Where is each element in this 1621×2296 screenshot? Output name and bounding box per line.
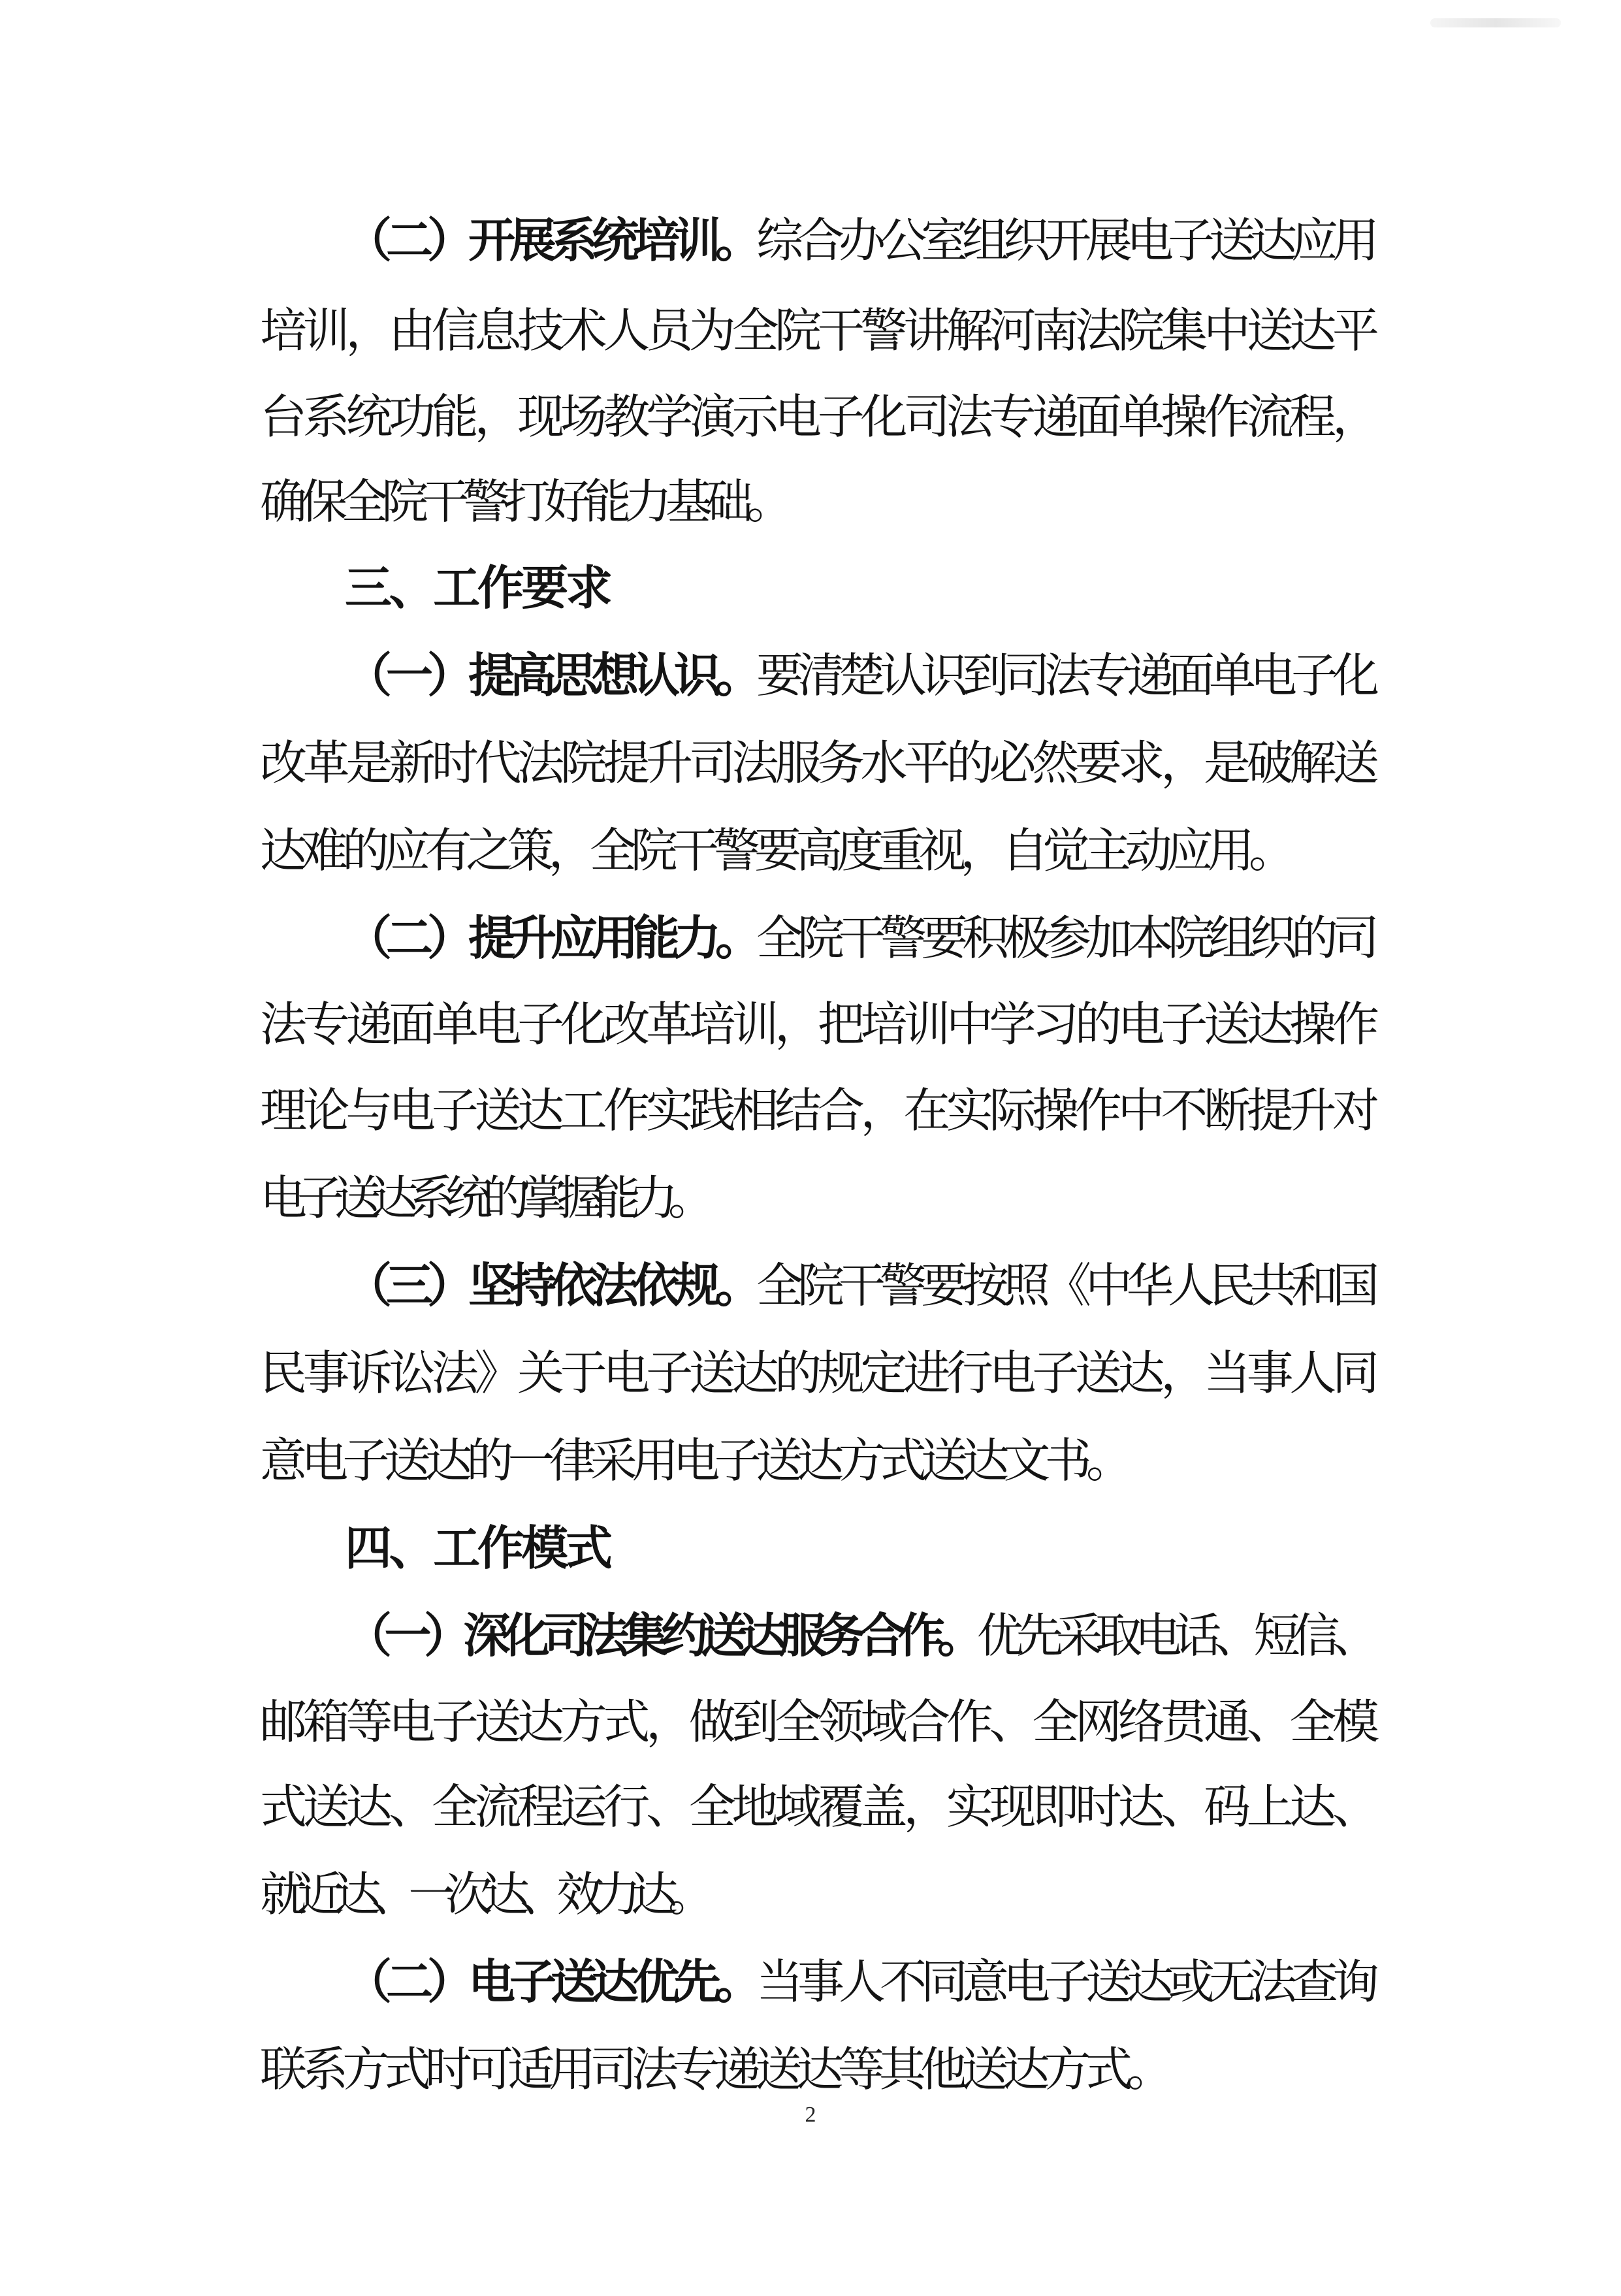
paragraph-line <box>0 1159 1621 1237</box>
line-text: 优先采取电话、短信、 <box>976 1608 1372 1663</box>
line-text: 联系方式时可适用司法专递送达等其他送达方式。 <box>260 2042 1168 2097</box>
paragraph-line <box>0 2030 1621 2109</box>
paragraph-line <box>0 1683 1621 1761</box>
paragraph-line <box>0 1421 1621 1500</box>
line-text: 式送达、全流程运行、全地域覆盖，实现即时达、码上达、 <box>260 1779 1375 1834</box>
line-text: 改革是新时代法院提升司法服务水平的必然要求，是破解送 <box>260 736 1375 790</box>
paragraph-line <box>0 1768 1621 1846</box>
line-text: 就近达、一次达、效力达。 <box>260 1867 705 1922</box>
paragraph-line <box>0 1943 1621 2021</box>
paragraph-lead: （二）提升应用能力。 <box>345 910 756 965</box>
paragraph-line <box>0 985 1621 1063</box>
heading-text: 三、工作要求 <box>345 560 610 615</box>
line-text: 培训，由信息技术人员为全院干警讲解河南法院集中送达平 <box>260 303 1375 358</box>
paragraph-line <box>0 1334 1621 1412</box>
page-number: 2 <box>805 2103 816 2127</box>
paragraph-line <box>0 636 1621 715</box>
paragraph-line <box>0 1246 1621 1325</box>
line-text: 台系统功能，现场教学演示电子化司法专递面单操作流程， <box>260 389 1375 444</box>
line-text: 民事诉讼法》关于电子送达的规定进行电子送达，当事人同 <box>260 1346 1375 1400</box>
line-text: 全院干警要按照《中华人民共和国 <box>756 1258 1373 1313</box>
line-text: 综合办公室组织开展电子送达应用 <box>756 213 1373 268</box>
line-text: 确保全院干警打好能力基础。 <box>260 474 788 529</box>
section-heading <box>0 1509 1621 1587</box>
line-text: 意电子送达的一律采用电子送达方式送达文书。 <box>260 1433 1128 1488</box>
paragraph-lead: （三）坚持依法依规。 <box>345 1257 756 1313</box>
line-text: 法专递面单电子化改革培训，把培训中学习的电子送达操作 <box>260 997 1375 1052</box>
paragraph-line <box>0 201 1621 280</box>
paragraph-lead: （二）开展系统培训。 <box>345 212 756 268</box>
section-heading <box>0 549 1621 627</box>
line-text: 达难的应有之策，全院干警要高度重视，自觉主动应用。 <box>260 823 1291 878</box>
paragraph-lead: （一）提高思想认识。 <box>345 647 756 703</box>
line-text: 理论与电子送达工作实践相结合，在实际操作中不断提升对 <box>260 1083 1375 1138</box>
paragraph-line <box>0 462 1621 541</box>
paragraph-lead: （一）深化司法集约送达服务合作。 <box>345 1608 977 1663</box>
line-text: 邮箱等电子送达方式，做到全领域合作、全网络贯通、全模 <box>260 1694 1375 1749</box>
line-text: 全院干警要积极参加本院组织的司 <box>756 911 1373 965</box>
paragraph-line <box>0 1855 1621 1933</box>
line-text: 要清楚认识到司法专递面单电子化 <box>756 648 1373 703</box>
paragraph-line <box>0 291 1621 370</box>
paragraph-line <box>0 811 1621 890</box>
heading-text: 四、工作模式 <box>345 1521 610 1576</box>
line-text: 电子送达系统的掌握能力。 <box>260 1171 705 1225</box>
paragraph-line <box>0 899 1621 977</box>
scan-artifact <box>1430 18 1561 27</box>
paragraph-lead: （二）电子送达优先。 <box>345 1954 756 2009</box>
paragraph-line <box>0 1071 1621 1150</box>
paragraph-line <box>0 724 1621 802</box>
paragraph-line <box>0 1596 1621 1675</box>
line-text: 当事人不同意电子送达或无法查询 <box>756 1954 1373 2009</box>
paragraph-line <box>0 378 1621 456</box>
